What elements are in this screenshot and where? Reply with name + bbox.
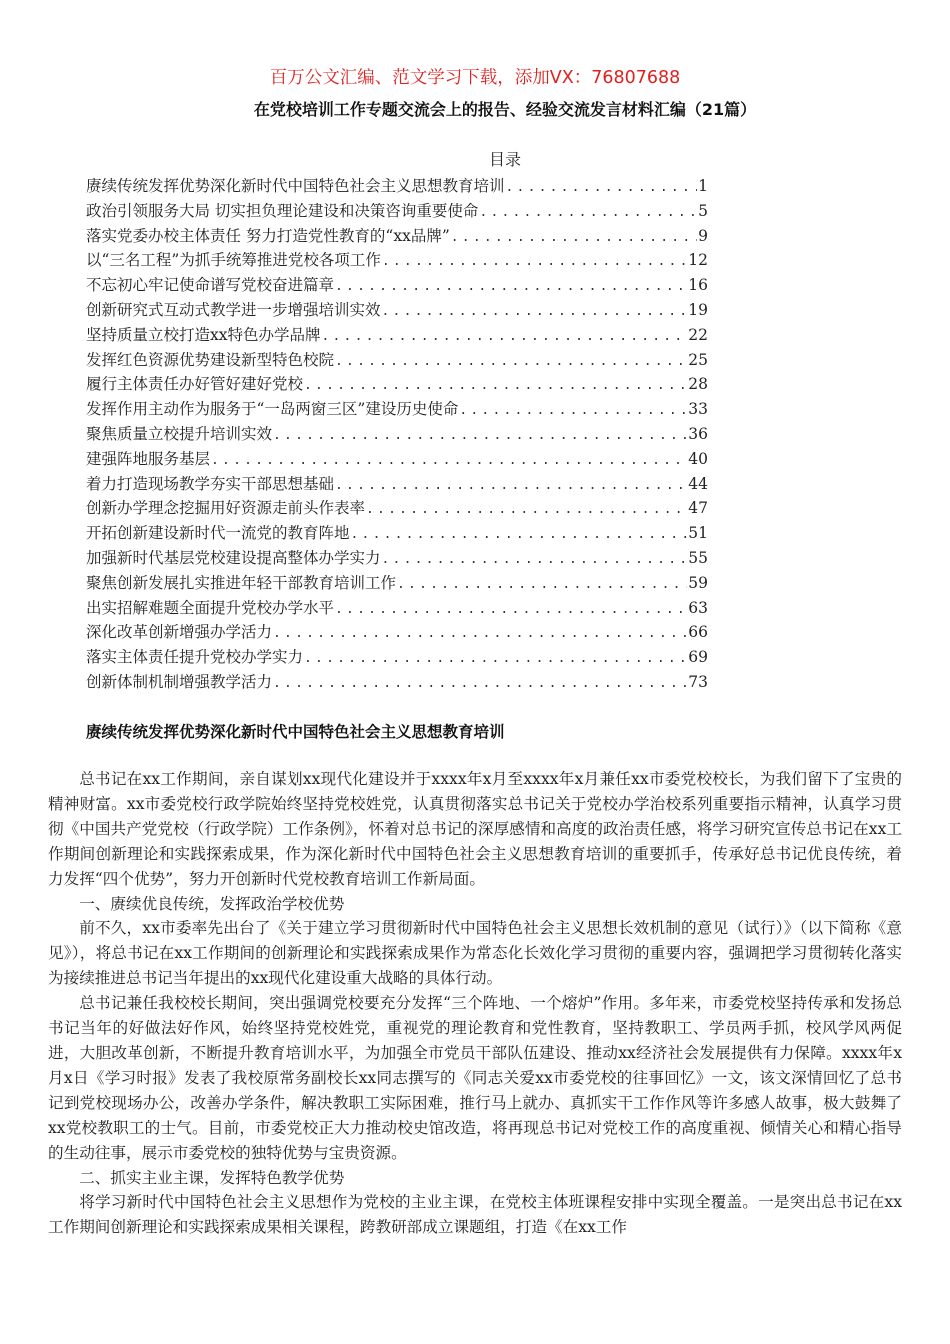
toc-entry-title: 赓续传统发挥优势深化新时代中国特色社会主义思想教育培训: [86, 177, 505, 195]
section-heading: 一、赓续优良传统，发挥政治学校优势: [79, 894, 345, 913]
toc-entry-title: 聚焦质量立校提升培训实效: [86, 424, 273, 443]
toc-entry-title: 创新办学理念挖掘用好资源走前头作表率: [86, 499, 366, 518]
toc-entry[interactable]: [86, 372, 708, 397]
toc-entry-page: 16: [688, 276, 708, 295]
toc-leader-dots: [366, 498, 687, 521]
toc-entry-page: 40: [688, 449, 708, 468]
toc-entry[interactable]: [86, 521, 708, 546]
toc-entry[interactable]: [86, 571, 708, 596]
toc-entry-title: 加强新时代基层党校建设提高整体办学实力: [86, 548, 381, 567]
toc-leader-dots: [506, 176, 698, 199]
document-title: 在党校培训工作专题交流会上的报告、经验交流发言材料汇编（21篇）: [253, 100, 757, 119]
table-of-contents: [86, 174, 708, 695]
toc-leader-dots: [479, 201, 697, 224]
toc-entry-title: 发挥作用主动作为服务于“一岛两窗三区”建设历史使命: [86, 400, 459, 419]
toc-entry-title: 落实党委办校主体责任 努力打造党性教育的“xx品牌”: [86, 226, 450, 245]
promo-banner: 百万公文汇编、范文学习下载，添加VX：76807688: [269, 68, 681, 88]
toc-entry-title: 落实主体责任提升党校办学实力: [86, 648, 304, 667]
toc-leader-dots: [273, 622, 687, 645]
toc-entry-page: 33: [688, 400, 708, 419]
toc-entry[interactable]: [86, 174, 708, 199]
toc-entry-title: 发挥红色资源优势建设新型特色校院: [86, 350, 335, 369]
toc-entry[interactable]: [86, 546, 708, 571]
toc-entry[interactable]: [86, 620, 708, 645]
toc-entry-title: 深化改革创新增强办学活力: [86, 623, 273, 642]
toc-entry[interactable]: [86, 670, 708, 695]
toc-leader-dots: [382, 548, 688, 571]
toc-heading: 目录: [488, 150, 521, 169]
toc-entry[interactable]: [86, 248, 708, 273]
toc-entry-page: 47: [688, 499, 708, 518]
toc-entry-page: 36: [688, 424, 708, 443]
toc-entry[interactable]: [86, 596, 708, 621]
toc-entry-title: 聚焦创新发展扎实推进年轻干部教育培训工作: [86, 573, 397, 592]
toc-leader-dots: [321, 325, 687, 348]
toc-entry-page: 73: [688, 672, 708, 691]
toc-entry[interactable]: [86, 397, 708, 422]
toc-entry-page: 12: [688, 251, 708, 270]
toc-entry-title: 履行主体责任办好管好建好党校: [86, 375, 304, 394]
toc-entry-page: 25: [688, 350, 708, 369]
toc-entry[interactable]: [86, 472, 708, 497]
toc-entry-title: 开拓创新建设新时代一流党的教育阵地: [86, 524, 350, 543]
toc-leader-dots: [211, 449, 687, 472]
paragraph: 总书记兼任我校校长期间，突出强调党校要充分发挥“三个阵地、一个熔炉”作用。多年来，市委党校坚持传承和发扬总书记当年的好做法好作风，始终坚持党校姓党，重视党的理论教育和党性教育，坚持教职工、学员两手抓，校风学风两促进，大胆改革创新，不断提升教育培训水平，为加强全市党员干部队伍建设、推动xx经济社会发展提供有力保障。xxxx年x月x日《学习时报》发表了我校原常务副校长xx同志撰写的《同志关爱xx市委党校的往事回忆》一文，该文深情回忆了总书记到党校现场办公，改善办学条件，解决教职工实际困难，推行马上就办、真抓实干工作作风等许多感人故事，极大鼓舞了xx党校教职工的士气。目前，市委党校正大力推动校史馆改造，将再现总书记对党校工作的高度重视、倾情关心和精心指导的生动往事，展示市委党校的独特优势与宝贵资源。: [48, 994, 902, 1162]
toc-leader-dots: [304, 647, 687, 670]
toc-entry-page: 69: [688, 648, 708, 667]
toc-entry-title: 不忘初心牢记使命谱写党校奋进篇章: [86, 276, 335, 295]
toc-entry-title: 创新研究式互动式教学进一步增强培训实效: [86, 300, 381, 319]
toc-entry-page: 63: [688, 598, 708, 617]
toc-leader-dots: [273, 424, 687, 447]
toc-entry-page: 28: [688, 375, 708, 394]
toc-entry-title: 坚持质量立校打造xx特色办学品牌: [86, 325, 321, 344]
toc-leader-dots: [335, 474, 687, 497]
toc-leader-dots: [273, 672, 687, 695]
toc-leader-dots: [397, 573, 687, 596]
toc-entry-page: 55: [688, 548, 708, 567]
toc-leader-dots: [304, 374, 687, 397]
toc-entry[interactable]: [86, 348, 708, 373]
toc-entry-title: 出实招解难题全面提升党校办学水平: [86, 598, 335, 617]
toc-entry[interactable]: [86, 422, 708, 447]
toc-leader-dots: [382, 300, 688, 323]
section-heading: 二、抓实主业主课，发挥特色教学优势: [79, 1168, 345, 1187]
toc-entry-page: 59: [688, 573, 708, 592]
toc-entry[interactable]: [86, 224, 708, 249]
toc-leader-dots: [335, 275, 687, 298]
toc-entry-page: 22: [688, 325, 708, 344]
toc-leader-dots: [335, 350, 687, 373]
paragraph: 将学习新时代中国特色社会主义思想作为党校的主业主课，在党校主体班课程安排中实现全覆盖。一是突出总书记在xx工作期间创新理论和实践探索成果相关课程，跨教研部成立课题组，打造《在xx工作: [48, 1193, 902, 1237]
toc-entry-title: 以“三名工程”为抓手统筹推进党校各项工作: [86, 251, 381, 270]
toc-leader-dots: [451, 226, 697, 249]
toc-entry[interactable]: [86, 199, 708, 224]
toc-entry-page: 5: [698, 201, 708, 220]
toc-entry[interactable]: [86, 298, 708, 323]
toc-leader-dots: [351, 523, 688, 546]
toc-leader-dots: [382, 250, 687, 273]
article-title: 赓续传统发挥优势深化新时代中国特色社会主义思想教育培训: [86, 723, 505, 741]
toc-entry[interactable]: [86, 273, 708, 298]
toc-entry-page: 51: [688, 524, 708, 543]
toc-entry[interactable]: [86, 447, 708, 472]
toc-entry-title: 政治引领服务大局 切实担负理论建设和决策咨询重要使命: [86, 201, 479, 220]
toc-entry-title: 创新体制机制增强教学活力: [86, 672, 273, 691]
toc-entry-page: 9: [698, 226, 708, 245]
toc-entry-page: 19: [688, 300, 708, 319]
toc-entry[interactable]: [86, 645, 708, 670]
toc-leader-dots: [459, 399, 687, 422]
toc-entry-page: 1: [698, 177, 708, 195]
toc-entry-page: 44: [688, 474, 708, 493]
toc-entry-page: 66: [688, 623, 708, 642]
toc-entry-title: 着力打造现场教学夯实干部思想基础: [86, 474, 335, 493]
toc-entry[interactable]: [86, 496, 708, 521]
toc-entry[interactable]: [86, 323, 708, 348]
paragraph: 前不久，xx市委率先出台了《关于建立学习贯彻新时代中国特色社会主义思想长效机制的意见（试行）》（以下简称《意见》），将总书记在xx工作期间的创新理论和实践探索成果作为常态化长效化学习贯彻的重要内容，强调把学习贯彻转化落实为接续推进总书记当年提出的xx现代化建设重大战略的具体行动。: [48, 919, 902, 988]
paragraph: 总书记在xx工作期间，亲自谋划xx现代化建设并于xxxx年x月至xxxx年x月兼任xx市委党校校长，为我们留下了宝贵的精神财富。xx市委党校行政学院始终坚持党校姓党，认真贯彻落实总书记关于党校办学治校系列重要指示精神，认真学习贯彻《中国共产党党校（行政学院）工作条例》，怀着对总书记的深厚感情和高度的政治责任感，将学习研究宣传总书记在xx工作期间创新理论和实践探索成果，作为深化新时代中国特色社会主义思想教育培训的重要抓手，传承好总书记优良传统，着力发挥“四个优势”，努力开创新时代党校教育培训工作新局面。: [48, 770, 902, 888]
toc-leader-dots: [335, 598, 687, 621]
article-body: [48, 767, 902, 1240]
toc-entry-title: 建强阵地服务基层: [86, 449, 211, 468]
